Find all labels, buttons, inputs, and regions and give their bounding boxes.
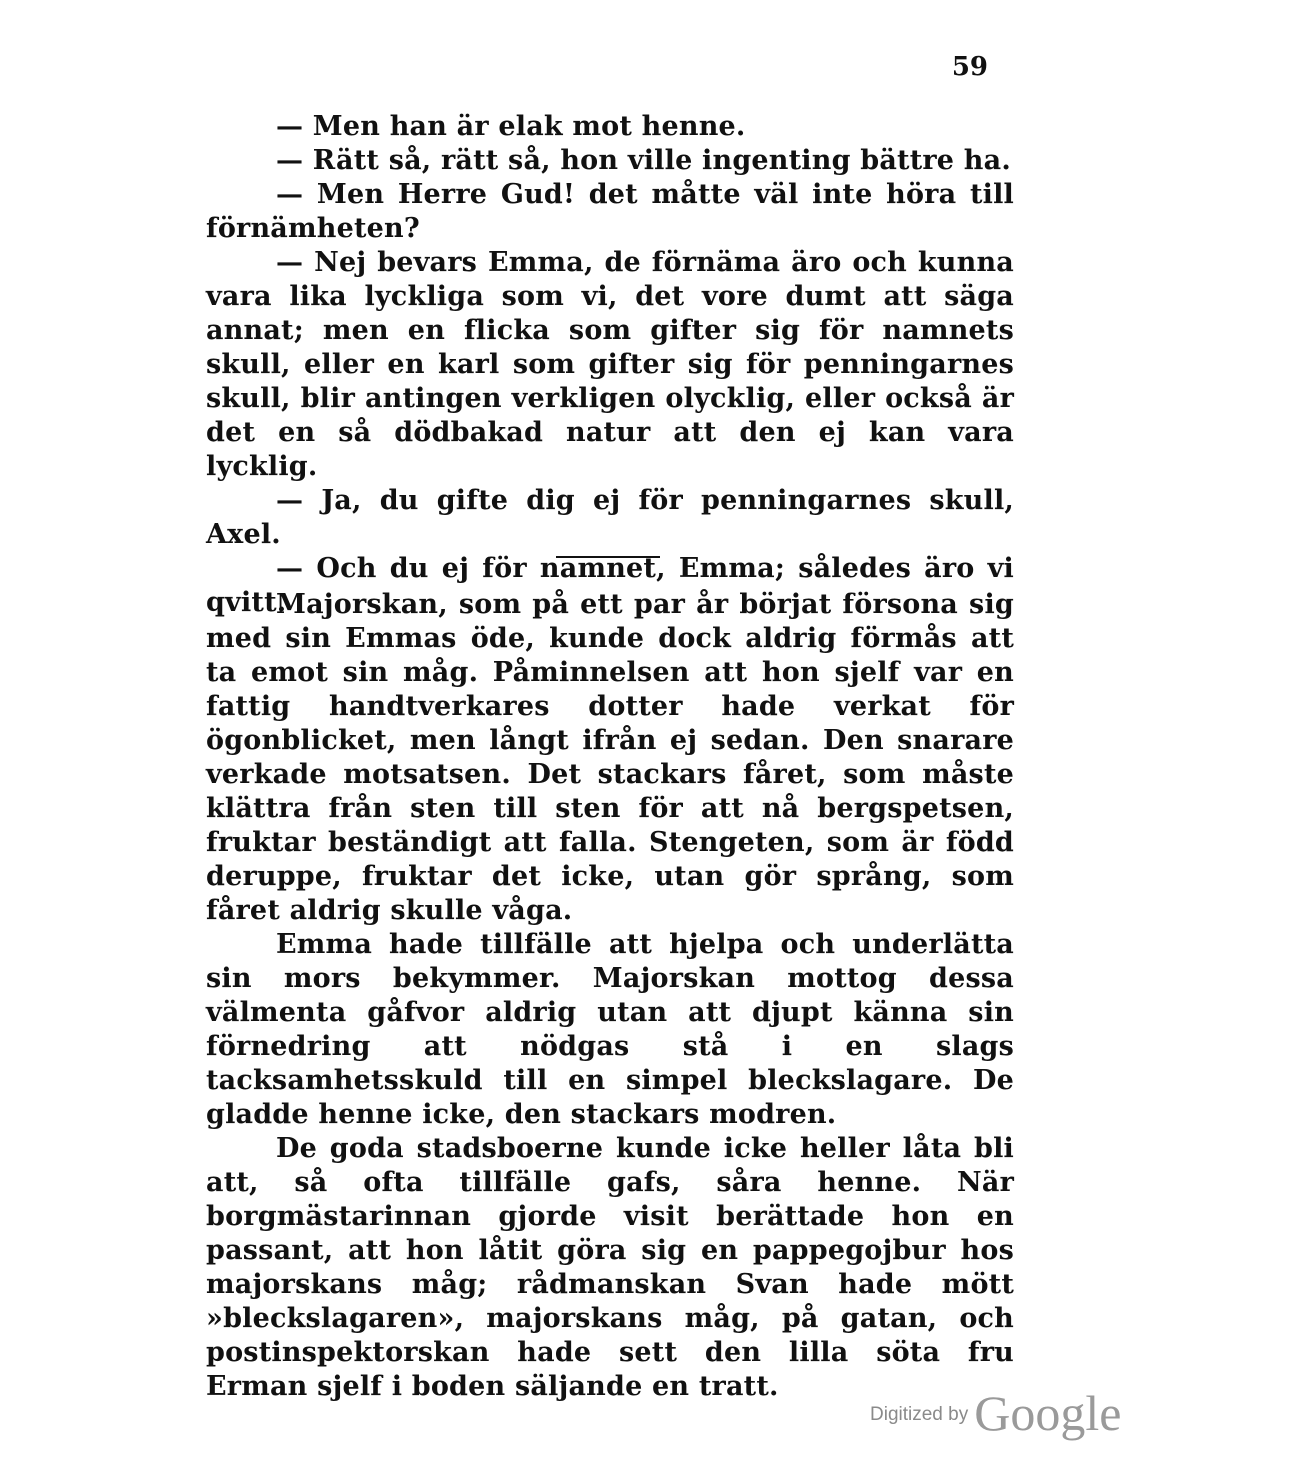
dialogue-line: — Rätt så, rätt så, hon ville ingenting bättre ha. [276, 145, 1011, 176]
dialogue-line: — Ja, du gifte dig ej för penningarnes skull, Axel. [206, 485, 1014, 550]
dialogue-line: — Nej bevars Emma, de förnäma äro och kunna vara lika lyckliga som vi, det vore dumt att säga annat; men en flicka som gifter sig för namnets skull, eller en karl som gifter sig för penningarnes skull, blir antingen verkligen olycklig, eller också är det en så dödbakad natur att den ej kan vara lycklig. [206, 247, 1014, 482]
narrative-paragraph: De goda stadsboerne kunde icke heller låta bli att, så ofta tillfälle gafs, såra henne. När borgmästarinnan gjorde visit berättade hon en passant, att hon låtit göra sig en pappegojbur hos majorskans måg; rådmanskan Svan hade mött »bleckslagaren», majorskans måg, på gatan, och postinspektorskan hade sett den lilla söta fru Erman sjelf i boden säljande en tratt. [206, 1133, 1014, 1402]
watermark-prefix: Digitized by [870, 1404, 969, 1425]
dialogue-section [206, 110, 1014, 620]
dialogue-line: — Men Herre Gud! det måtte väl inte höra till förnämheten? [206, 179, 1014, 244]
narrative-section [206, 588, 1014, 1404]
narrative-paragraph: Emma hade tillfälle att hjelpa och underlätta sin mors bekymmer. Majorskan mottog dessa välmenta gåfvor aldrig utan att djupt känna sin förnedring att nödgas stå i en slags tacksamhetsskuld till en simpel bleckslagare. De gladde henne icke, den stackars modren. [206, 929, 1014, 1130]
narrative-paragraph: Majorskan, som på ett par år börjat försona sig med sin Emmas öde, kunde dock aldrig förmås att ta emot sin måg. Påminnelsen att hon sjelf var en fattig handtverkares dotter hade verkat för ögonblicket, men långt ifrån ej sedan. Den snarare verkade motsatsen. Det stackars fåret, som måste klättra från sten till sten för att nå bergspetsen, fruktar beständigt att falla. Stengeten, som är född deruppe, fruktar det icke, utan gör språng, som fåret aldrig skulle våga. [206, 589, 1014, 926]
dialogue-line: — Och du ej för namnet, Emma; således äro vi qvitt. [206, 553, 1014, 618]
digitized-watermark [870, 1378, 1140, 1441]
section-separator [556, 556, 660, 558]
dialogue-line: — Men han är elak mot henne. [276, 111, 746, 142]
page-number: 59 [951, 52, 988, 82]
watermark-brand: Google [974, 1385, 1122, 1441]
